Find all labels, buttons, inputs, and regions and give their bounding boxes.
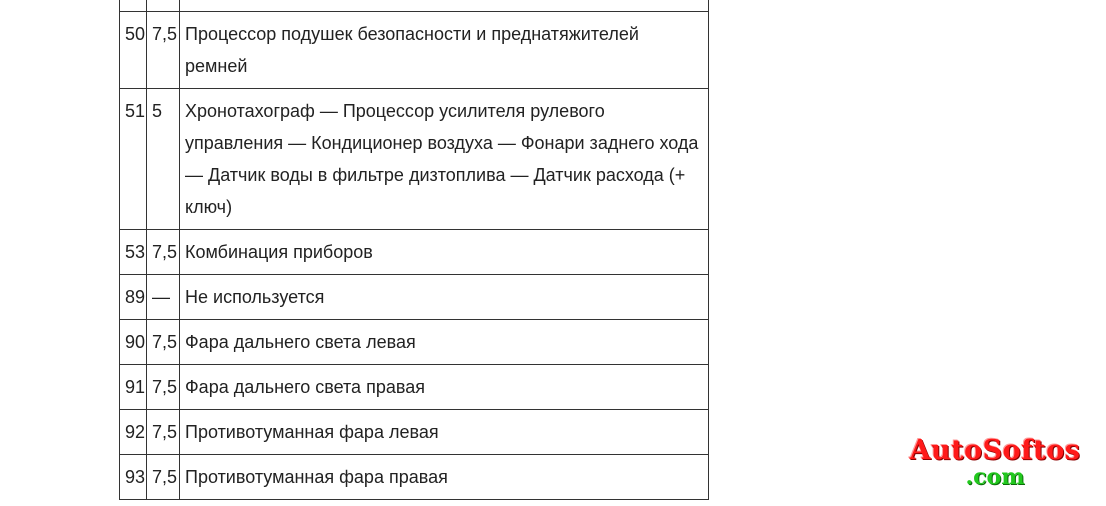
fuse-amperage-cell: 7,5 bbox=[147, 320, 180, 365]
fuse-number-cell: 90 bbox=[120, 320, 147, 365]
fuse-number-cell: 51 bbox=[120, 89, 147, 230]
fuse-amperage-cell: 5 bbox=[147, 89, 180, 230]
fuse-description-cell bbox=[180, 0, 709, 12]
table-row bbox=[120, 365, 709, 410]
fuse-number-cell: 53 bbox=[120, 230, 147, 275]
fuse-amperage-cell: — bbox=[147, 275, 180, 320]
fuse-number-cell: 89 bbox=[120, 275, 147, 320]
watermark-sub-text: .com bbox=[965, 464, 1025, 490]
fuse-description-cell: Фара дальнего света левая bbox=[180, 320, 709, 365]
table-row bbox=[120, 89, 709, 230]
fuse-description-cell: Не используется bbox=[180, 275, 709, 320]
table-row bbox=[120, 0, 709, 12]
fuse-description-cell: Комбинация приборов bbox=[180, 230, 709, 275]
table-row bbox=[120, 275, 709, 320]
table-row bbox=[120, 230, 709, 275]
fuse-amperage-cell: 7,5 bbox=[147, 230, 180, 275]
fuse-number-cell bbox=[120, 0, 147, 12]
table-row bbox=[120, 455, 709, 500]
watermark-logo bbox=[890, 437, 1100, 488]
fuse-amperage-cell: 7,5 bbox=[147, 455, 180, 500]
fuse-amperage-cell: 7,5 bbox=[147, 365, 180, 410]
fuse-number-cell: 50 bbox=[120, 12, 147, 89]
fuse-table bbox=[119, 0, 709, 500]
watermark-main-text: AutoSoftos bbox=[909, 435, 1081, 466]
table-row bbox=[120, 320, 709, 365]
table-row bbox=[120, 410, 709, 455]
fuse-amperage-cell: 7,5 bbox=[147, 12, 180, 89]
fuse-amperage-cell: 7,5 bbox=[147, 410, 180, 455]
fuse-amperage-cell bbox=[147, 0, 180, 12]
fuse-description-cell: Противотуманная фара левая bbox=[180, 410, 709, 455]
fuse-number-cell: 91 bbox=[120, 365, 147, 410]
fuse-number-cell: 93 bbox=[120, 455, 147, 500]
fuse-description-cell: Фара дальнего света правая bbox=[180, 365, 709, 410]
table-row bbox=[120, 12, 709, 89]
fuse-description-cell: Хронотахограф — Процессор усилителя рулевого управления — Кондиционер воздуха — Фонари заднего хода — Датчик воды в фильтре дизтоплива — Датчик расхода (+ ключ) bbox=[180, 89, 709, 230]
fuse-number-cell: 92 bbox=[120, 410, 147, 455]
fuse-description-cell: Процессор подушек безопасности и преднатяжителей ремней bbox=[180, 12, 709, 89]
fuse-description-cell: Противотуманная фара правая bbox=[180, 455, 709, 500]
